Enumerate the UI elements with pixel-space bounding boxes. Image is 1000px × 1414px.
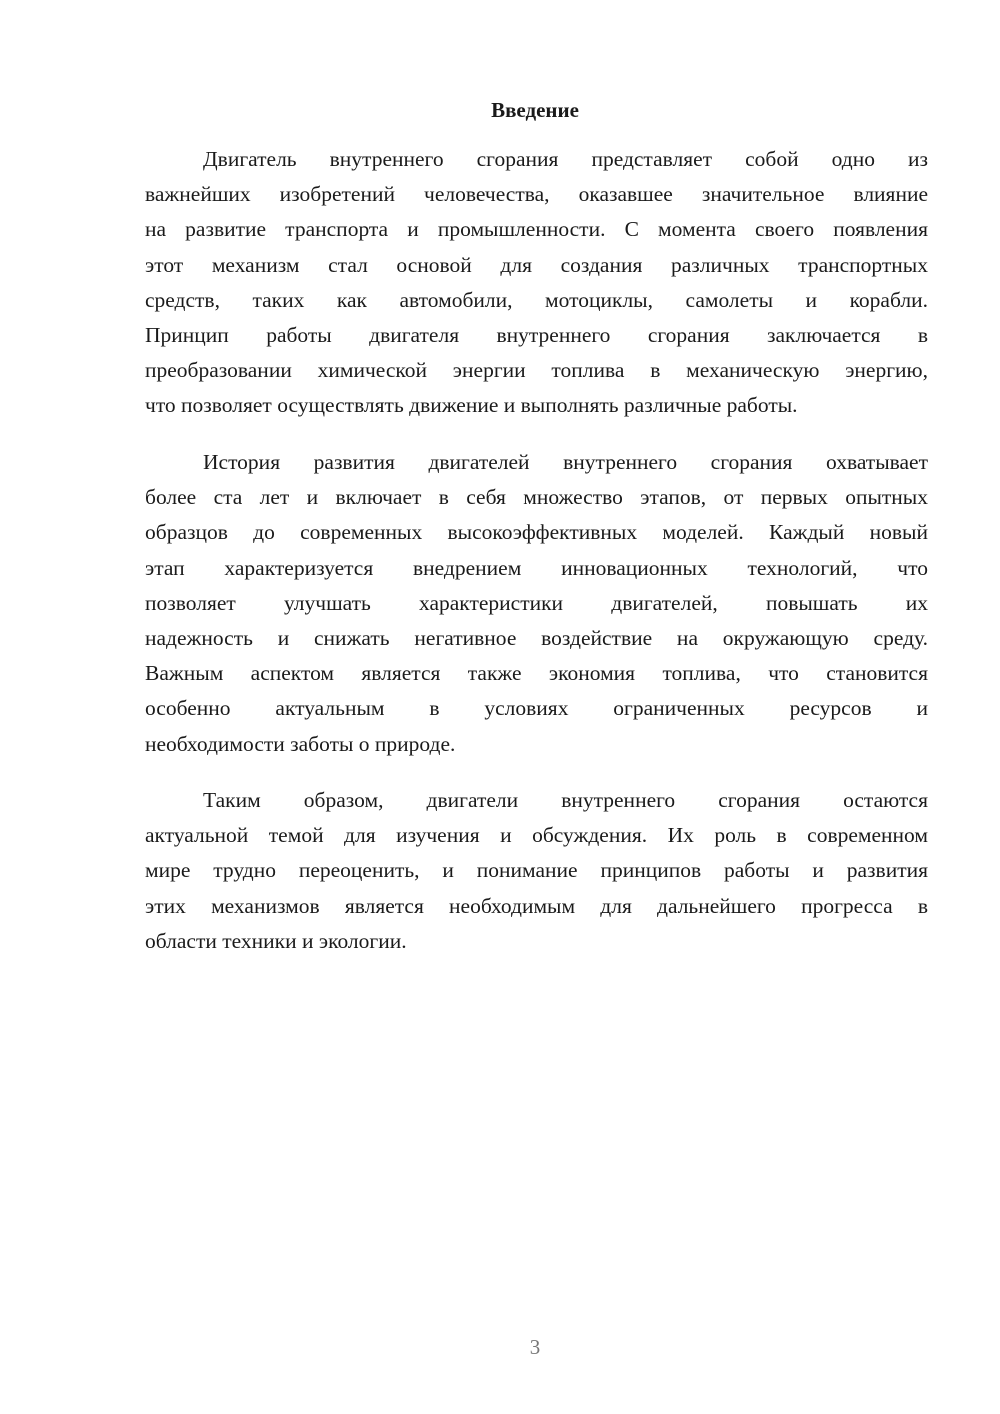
text-line: необходимости заботы о природе. [145, 731, 456, 756]
text-line: важнейших изобретений человечества, оказавшее значительное влияние [145, 182, 928, 207]
paragraph [145, 445, 928, 762]
text-line: средств, таких как автомобили, мотоциклы, самолеты и корабли. [145, 287, 928, 312]
text-line: Двигатель внутреннего сгорания представляет собой одно из [203, 147, 928, 171]
text-line: преобразовании химической энергии топлива в механическую энергию, [145, 358, 928, 383]
text-line: более ста лет и включает в себя множество этапов, от первых опытных [145, 485, 928, 510]
text-line: области техники и экологии. [145, 928, 407, 953]
section-title: Введение [491, 98, 579, 122]
text-line: этап характеризуется внедрением инновационных технологий, что [145, 555, 928, 580]
text-line: Таким образом, двигатели внутреннего сгорания остаются [203, 788, 928, 812]
text-line: этот механизм стал основой для создания различных транспортных [145, 252, 928, 277]
text-line: этих механизмов является необходимым для дальнейшего прогресса в [145, 893, 928, 918]
text-line: мире трудно переоценить, и понимание принципов работы и развития [145, 858, 928, 883]
text-line: на развитие транспорта и промышленности. С момента своего появления [145, 217, 928, 242]
text-line: Принцип работы двигателя внутреннего сгорания заключается в [145, 322, 928, 347]
text-line: что позволяет осуществлять движение и выполнять различные работы. [145, 393, 798, 418]
text-line: Важным аспектом является также экономия топлива, что становится [145, 661, 928, 686]
text-line: особенно актуальным в условиях ограниченных ресурсов и [145, 696, 928, 721]
text-line: позволяет улучшать характеристики двигателей, повышать их [145, 590, 928, 615]
text-line: актуальной темой для изучения и обсуждения. Их роль в современном [145, 823, 928, 848]
text-line: надежность и снижать негативное воздействие на окружающую среду. [145, 625, 928, 650]
text-line: История развития двигателей внутреннего сгорания охватывает [203, 450, 928, 474]
page-number: 3 [529, 1335, 541, 1359]
paragraph [145, 142, 928, 424]
paragraph [145, 783, 928, 959]
text-line: образцов до современных высокоэффективных моделей. Каждый новый [145, 520, 928, 545]
